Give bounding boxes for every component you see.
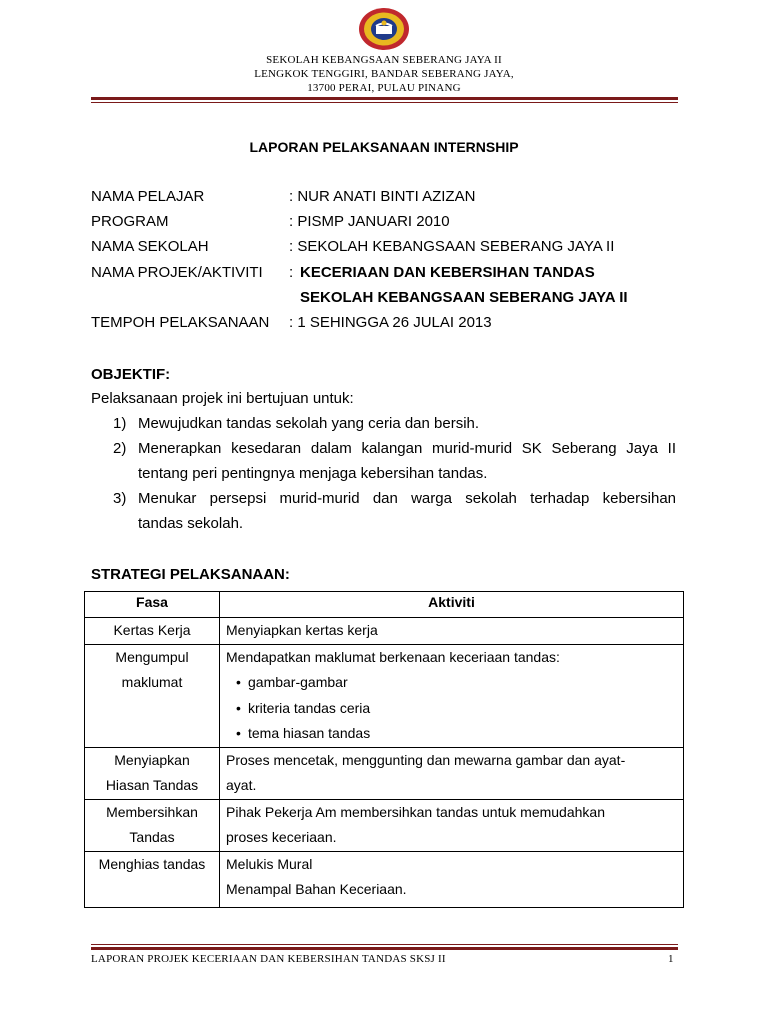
aktiviti-cell [220,851,684,907]
objektif-item-1: Mewujudkan tandas sekolah yang ceria dan bersih. [138,415,480,432]
table-row [85,644,684,747]
objektif-item-2-line2: tentang peri pentingnya menjaga kebersihan tandas. [138,465,488,482]
page-number: 1 [668,953,674,965]
table-row [85,851,684,907]
fasa-text: Hiasan Tandas [105,777,199,793]
school-address-line2: 13700 PERAI, PULAU PINANG [307,82,461,94]
label-nama-projek: NAMA PROJEK/AKTIVITI [91,264,263,281]
fasa-text: Kertas Kerja [113,622,191,638]
bullet-text: gambar-gambar [248,674,348,690]
fasa-text: maklumat [121,674,183,690]
objektif-item-1-num: 1) [113,415,127,432]
aktiviti-text: Menampal Bahan Keceriaan. [226,881,407,897]
fasa-text: Tandas [129,829,175,845]
bullet-item [226,670,677,696]
bullet-icon: • [236,725,241,741]
school-name: SEKOLAH KEBANGSAAN SEBERANG JAYA II [266,54,502,66]
label-tempoh: TEMPOH PELAKSANAAN [91,314,270,331]
table-row [85,747,684,799]
label-nama-pelajar: NAMA PELAJAR [91,188,205,205]
fasa-cell [85,644,220,747]
bullet-icon: • [236,674,241,690]
aktiviti-text: Mendapatkan maklumat berkenaan keceriaan tandas: [226,648,560,665]
objektif-item-3-line2: tandas sekolah. [138,515,244,532]
objektif-intro: Pelaksanaan projek ini bertujuan untuk: [91,390,354,407]
table-header-row [85,592,684,618]
value-program: : PISMP JANUARI 2010 [289,213,450,230]
objektif-item-3-line1: Menukar persepsi murid-murid dan warga sekolah terhadap kebersihan [138,490,676,507]
fasa-text: Menyiapkan [114,751,190,768]
school-logo [357,6,411,52]
objektif-item-3-num: 3) [113,490,127,507]
value-tempoh: : 1 SEHINGGA 26 JULAI 2013 [289,314,492,331]
aktiviti-text: Menyiapkan kertas kerja [226,622,378,638]
fasa-cell [85,618,220,645]
aktiviti-text: Proses mencetak, menggunting dan mewarna gambar dan ayat- [226,751,626,768]
header-rule [91,97,678,100]
fasa-cell [85,747,220,799]
footer-rule-thin [91,944,678,945]
aktiviti-cell [220,747,684,799]
header-rule-thin [91,102,678,103]
aktiviti-cell [220,799,684,851]
value-nama-pelajar: : NUR ANATI BINTI AZIZAN [289,188,476,205]
bullet-text: kriteria tandas ceria [248,699,371,716]
value-nama-projek-colon: : [289,264,294,281]
aktiviti-text: Pihak Pekerja Am membersihkan tandas untuk memudahkan [226,803,605,820]
bullet-item [226,696,677,722]
fasa-cell [85,851,220,907]
objektif-heading: OBJEKTIF: [91,366,171,383]
label-nama-sekolah: NAMA SEKOLAH [91,238,209,255]
aktiviti-text: Melukis Mural [226,855,313,872]
strategi-table [84,591,684,908]
bullet-item [226,721,677,747]
aktiviti-text: ayat. [226,777,257,793]
table-row [85,618,684,645]
bullet-text: tema hiasan tandas [248,725,371,741]
table-row [85,799,684,851]
value-nama-projek-line2: SEKOLAH KEBANGSAAN SEBERANG JAYA II [300,289,628,306]
value-nama-sekolah: : SEKOLAH KEBANGSAAN SEBERANG JAYA II [289,238,615,255]
col-aktiviti-header: Aktiviti [220,592,684,618]
aktiviti-text: proses keceriaan. [226,829,337,845]
footer-text: LAPORAN PROJEK KECERIAAN DAN KEBERSIHAN TANDAS SKSJ II [91,953,446,965]
objektif-item-2-num: 2) [113,440,127,457]
document-title: LAPORAN PELAKSANAAN INTERNSHIP [249,139,519,155]
label-program: PROGRAM [91,213,169,230]
footer-rule [91,947,678,950]
value-nama-projek-line1: KECERIAAN DAN KEBERSIHAN TANDAS [300,264,595,281]
fasa-cell [85,799,220,851]
aktiviti-cell [220,644,684,747]
fasa-text: Menghias tandas [98,855,206,872]
objektif-item-2-line1: Menerapkan kesedaran dalam kalangan murid-murid SK Seberang Jaya II [138,440,676,457]
school-address-line1: LENGKOK TENGGIRI, BANDAR SEBERANG JAYA, [254,68,514,80]
strategi-heading: STRATEGI PELAKSANAAN: [91,566,290,583]
fasa-text: Mengumpul [115,648,189,665]
fasa-text: Membersihkan [106,803,198,820]
aktiviti-cell [220,618,684,645]
col-fasa-header: Fasa [85,592,220,618]
bullet-icon: • [236,699,241,716]
